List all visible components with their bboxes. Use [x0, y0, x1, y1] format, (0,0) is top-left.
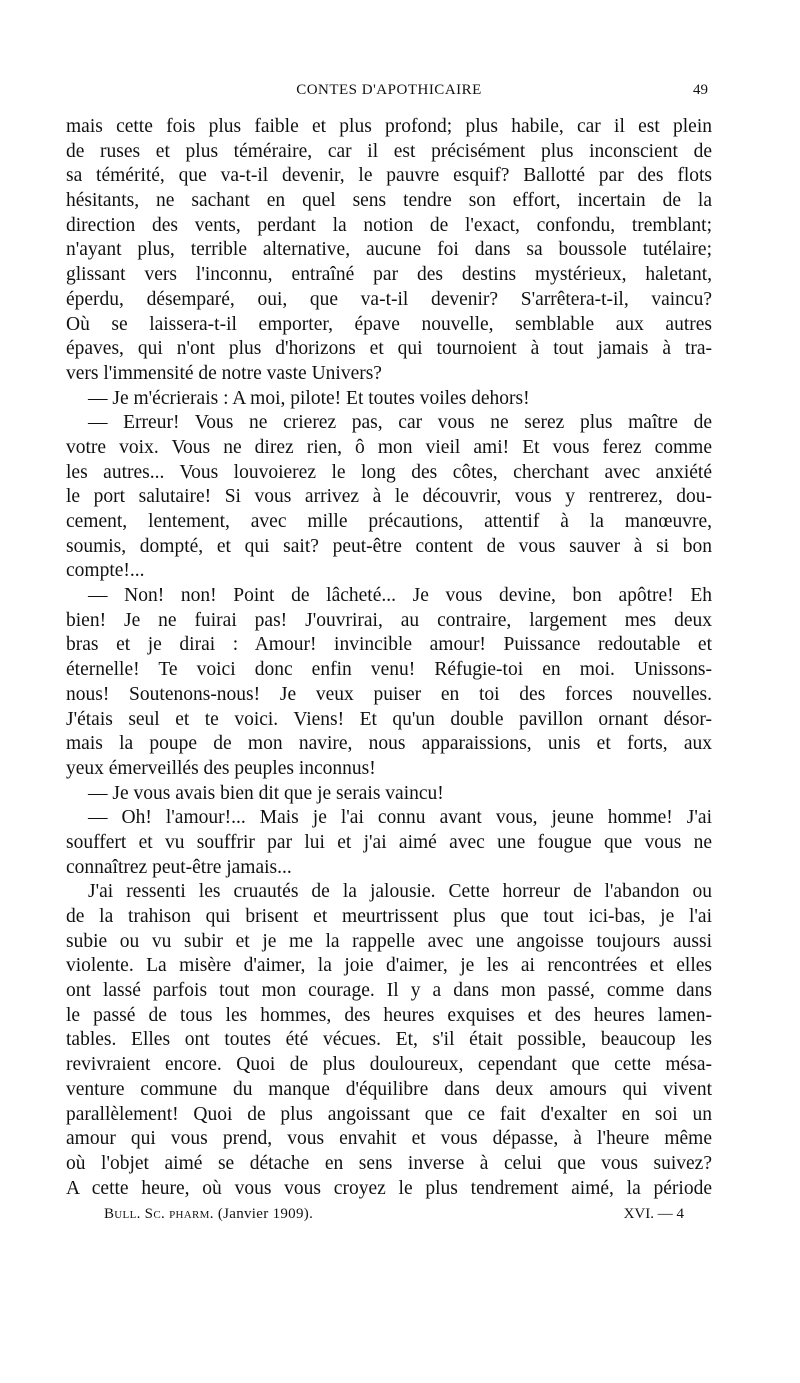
journal-name: Bull. Sc. pharm.	[104, 1206, 214, 1222]
body-text	[66, 115, 712, 1201]
text-line: vers l'immensité de notre vaste Univers?	[66, 362, 382, 384]
text-line: mais cette fois plus faible et plus profond; plus habile, car il est plein	[66, 116, 712, 137]
text-line: — Erreur! Vous ne crierez pas, car vous ne serez plus maître de	[88, 412, 712, 434]
text-line: le port salutaire! Si vous arrivez à le découvrir, vous y rentrerez, dou-	[66, 486, 712, 508]
page-footer	[104, 1206, 684, 1228]
text-line: — Je m'écrierais : A moi, pilote! Et toutes voiles dehors!	[88, 387, 530, 409]
text-line: violente. La misère d'aimer, la joie d'aimer, je les ai rencontrées et elles	[66, 955, 712, 977]
text-line: mais la poupe de mon navire, nous apparaissions, unis et forts, aux	[66, 733, 712, 755]
text-line: amour qui vous prend, vous envahit et vous dépasse, à l'heure même	[66, 1128, 712, 1150]
text-line: Où se laissera-t-il emporter, épave nouvelle, semblable aux autres	[66, 313, 712, 335]
text-line: compte!...	[66, 560, 145, 582]
text-line: revivraient encore. Quoi de plus douloureux, cependant que cette mésa-	[66, 1054, 712, 1076]
signature-mark: XVI. — 4	[623, 1206, 684, 1222]
text-line: direction des vents, perdant la notion de l'exact, confondu, tremblant;	[66, 214, 712, 236]
text-line: parallèlement! Quoi de plus angoissant que ce fait d'exalter en soi un	[66, 1103, 712, 1125]
page-header	[66, 82, 712, 106]
text-line: nous! Soutenons-nous! Je veux puiser en toi des forces nouvelles.	[66, 683, 712, 705]
text-line: cement, lentement, avec mille précautions, attentif à la manœuvre,	[66, 511, 712, 532]
text-line: où l'objet aimé se détache en sens inverse à celui que vous suivez?	[66, 1152, 712, 1174]
text-line: A cette heure, où vous vous croyez le plus tendrement aimé, la période	[66, 1177, 712, 1199]
text-line: éperdu, désemparé, oui, que va-t-il devenir? S'arrêtera-t-il, vaincu?	[66, 288, 712, 310]
text-line: épaves, qui n'ont plus d'horizons et qui tournoient à tout jamais à tra-	[66, 338, 712, 360]
text-line: J'ai ressenti les cruautés de la jalousie. Cette horreur de l'abandon ou	[88, 881, 712, 903]
text-line: bien! Je ne fuirai pas! J'ouvrirai, au contraire, largement mes deux	[66, 609, 712, 631]
page-number: 49	[693, 82, 708, 98]
journal-reference	[104, 1206, 313, 1223]
text-line: n'ayant plus, terrible alternative, aucune foi dans sa boussole tutélaire;	[66, 239, 712, 261]
text-line: soumis, dompté, et qui sait? peut-être content de vous sauver à si bon	[66, 535, 712, 557]
text-line: hésitants, ne sachant en quel sens tendre son effort, incertain de la	[66, 190, 712, 212]
text-line: bras et je dirai : Amour! invincible amour! Puissance redoutable et	[66, 634, 712, 656]
text-line: glissant vers l'inconnu, entraîné par des destins mystérieux, haletant,	[66, 264, 712, 286]
text-line: votre voix. Vous ne direz rien, ô mon vieil ami! Et vous ferez comme	[66, 436, 712, 458]
text-line: venture commune du manque d'équilibre dans deux amours qui vivent	[66, 1078, 712, 1100]
text-line: — Non! non! Point de lâcheté... Je vous devine, bon apôtre! Eh	[88, 585, 712, 607]
text-line: ont lassé parfois tout mon courage. Il y a dans mon passé, comme dans	[66, 980, 712, 1002]
text-line: yeux émerveillés des peuples inconnus!	[66, 757, 376, 779]
text-line: souffert et vu souffrir par lui et j'ai aimé avec une fougue que vous ne	[66, 831, 712, 853]
text-line: tables. Elles ont toutes été vécues. Et, s'il était possible, beaucoup les	[66, 1029, 712, 1051]
journal-date: (Janvier 1909).	[217, 1206, 314, 1222]
text-line: J'étais seul et te voici. Viens! Et qu'un double pavillon ornant désor-	[66, 708, 712, 730]
text-line: sa témérité, que va-t-il devenir, le pauvre esquif? Ballotté par des flots	[66, 165, 712, 187]
text-line: le passé de tous les hommes, des heures exquises et des heures lamen-	[66, 1004, 712, 1026]
running-title: CONTES D'APOTHICAIRE	[296, 82, 482, 98]
text-line: — Oh! l'amour!... Mais je l'ai connu avant vous, jeune homme! J'ai	[88, 807, 712, 829]
text-line: subie ou vu subir et je me la rappelle avec une angoisse toujours aussi	[66, 930, 712, 952]
text-line: les autres... Vous louvoierez le long des côtes, cherchant avec anxiété	[66, 461, 712, 483]
text-line: éternelle! Te voici donc enfin venu! Réfugie-toi en moi. Unissons-	[66, 659, 712, 681]
text-line: de la trahison qui brisent et meurtrissent plus que tout ici-bas, je l'ai	[66, 906, 712, 927]
text-line: connaîtrez peut-être jamais...	[66, 856, 292, 878]
text-line: — Je vous avais bien dit que je serais vaincu!	[88, 782, 444, 804]
text-line: de ruses et plus téméraire, car il est précisément plus inconscient de	[66, 140, 712, 162]
